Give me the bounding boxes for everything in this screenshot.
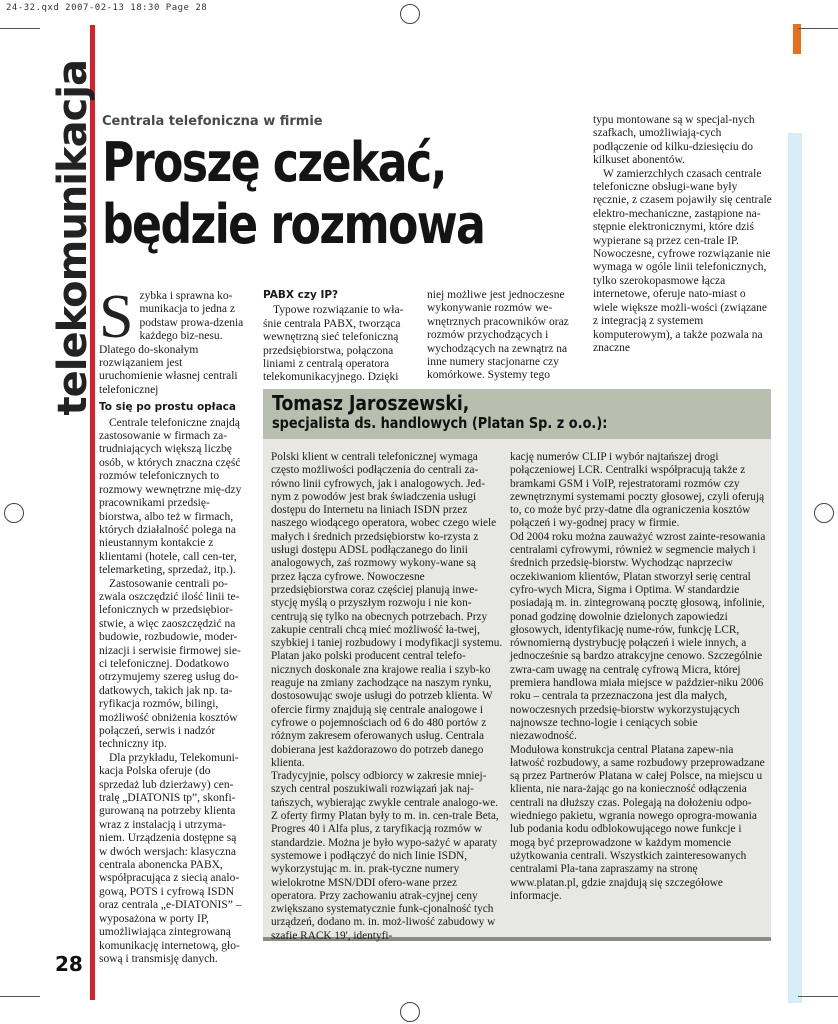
paragraph: Centrale telefoniczne znajdą zastosowanie w firmach za-trudniających większą liczbę osób, w których znaczna część rozmów telefonicznych to rozmowy wewnętrzne mię-dzy pracownikami przedsię-biorstwa, albo też w firmach, których działalność polega na nieustannym kontakcie z klientami (hotele, call cen-ter, telemarketing, sprzedaż, itp.). [99, 416, 242, 577]
crop-mark [0, 996, 40, 997]
intro-text: zybka i sprawna ko-munikacja to jedna z podstaw prowa-dzenia każdego biz-nesu. Dlatego do-skonałym rozwiązaniem jest uruchomienie własnej centrali telefonicznej [99, 290, 244, 396]
interviewee-role: specjalista ds. handlowych (Platan Sp. z o.o.): [272, 414, 608, 432]
page-number: 28 [55, 952, 83, 976]
headline-line-2: będzie rozmowa [102, 193, 485, 256]
registration-mark-icon [814, 503, 834, 523]
intro-paragraph [99, 283, 247, 397]
paragraph: kację numerów CLIP i wybór najtańszej drogi połączeniowej LCR. Centralki współpracują także z bramkami GSM i VoIP, rejestratorami rozmów czy zewnętrznymi systemami poczty głosowej, czyli oferują to, co może być przy-datne dla ograniczenia kosztów połączeń i wy-godnej pracy w firmie. [510, 451, 765, 530]
registration-mark-icon [400, 4, 420, 24]
paragraph: Modułowa konstrukcja central Platana zapew-nia łatwość rozbudowy, a same rozbudowy przeprowadzane są przez Partnerów Platana w całej Polsce, na miejscu u klienta, nie nara-żając go na konieczność odłączenia centrali na dłuższy czas. Polegają na dołożeniu odpo-wiedniego pakietu, wgrania nowego oprogra-mowania lub podania kodu odblokowującego nowe funkcje i mogą być przeprowadzone w każdym momencie użytkowania centrali. Wszystkich zainteresowanych centralami Pla-tana zapraszamy na stronę www.platan.pl, gdzie znajdują się szczegółowe informacje. [510, 743, 765, 902]
interviewee-name: Tomasz Jaroszewski, [272, 391, 470, 415]
paragraph: Zastosowanie centrali po-zwala oszczędzić ilość linii te-lefonicznych w przedsiębior-stwie, a więc zaoszczędzić na budowie, rozbudowie, moder-nizacji i serwisie firmowej sie-ci telefonicznej. Dodatkowo otrzymujemy szereg usług do-datkowych, takich jak np. ta-ryfikacja rozmów, bilingi, możliwość obniżenia kosztów połączeń, serwis i nadzór techniczny itp. [99, 577, 241, 751]
paragraph: Platan jako polski producent central telefo-nicznych doskonale zna krajowe realia i szyb-ko reaguje na zmiany zachodzące na naszym rynku, dostosowując swoje usługi do potrzeb klienta. W ofercie firmy znajdują się centrale analogowe i cyfrowe o pojemnościach od 6 do 480 portów z różnym zakresem oferowanych usług. Centrala dobierana jest każdorazowo do potrzeb danego klienta. [271, 650, 493, 769]
paragraph: W zamierzchłych czasach centrale telefoniczne obsługi-wane były ręcznie, z czasem pojawiły się centrale elektro-mechaniczne, zastąpione na-stępnie elektronicznymi, które dziś wypierane są przez cen-trale IP. Nowoczesne, cyfrowe rozwiązanie nie wymaga w ogóle linii telefonicznych, tylko szerokopasmowe łącza internetowe, oferuje nato-miast o wiele większe możli-wości (związane z integracją z systemem komputerowym), a także pozwala na znaczne [593, 167, 772, 354]
headline-line-1: Proszę czekać, [102, 131, 446, 194]
kicker: Centrala telefoniczna w firmie [102, 114, 323, 129]
article-column-1 [99, 283, 247, 966]
paragraph: typu montowane są w specjal-nych szafkach, umożliwiają-cych podłączenie od kilku-dziesięciu do kilkuset abonentów. [593, 114, 755, 167]
headline [102, 132, 487, 256]
blue-side-bar [788, 133, 802, 1003]
crop-mark [0, 28, 40, 29]
crop-mark [798, 996, 838, 997]
paragraph: Od 2004 roku można zauważyć wzrost zainte-resowania centralami cyfrowymi, również w segmencie małych i średnich przedsię-biorstw. Wychodząc naprzeciw oczekiwaniom klientów, Platan stworzył serię central cyfro-wych Micra, Sigma i Optima. W standardzie posiadają m. in. zintegrowaną pocztę głosową, infolinie, ponad godzinę dowolnie dzielonych zapowiedzi głosowych, identyfikację nume-rów, funkcję LCR, równomierną dystrybucję połączeń i wiele innych, a jednocześnie są bardzo atrakcyjne cenowo. Szczególnie zwra-cam uwagę na centralę cyfrową Micra, której premiera handlowa miała miejsce w paździer-niku 2006 roku – centrala ta przeznaczona jest dla małych, nowoczesnych przedsię-biorstw wykorzystujących najnowsze techno-logie i ceniących sobie niezawodność. [510, 530, 766, 743]
paragraph: Dla przykładu, Telekomuni-kacja Polska oferuje (do sprzedaż lub dzierżawy) cen-tralę „DIATONIS tp”, skonfi-gurowaną na potrzeby klienta wraz z instalacją i utrzyma-niem. Urządzenia dostępne są w dwóch wersjach: klasyczna centrala abonencka PABX, współpracująca z siecią analo-gową, POTS i cyfrową ISDN oraz centrala „e-DIATONIS” – wyposażona w porty IP, umożliwiająca zintegrowaną komunikację internetową, gło-sową i transmisję danych. [99, 751, 242, 965]
paragraph: Typowe rozwiązanie to wła-śnie centrala PABX, tworząca wewnętrzną sieć telefoniczną przedsiębiorstwa, połączona liniami z centralą operatora telekomunikacyjnego. Dzięki [263, 304, 404, 384]
section-label: telekomunikacja [50, 60, 96, 416]
paragraph: Tradycyjnie, polscy odbiorcy w zakresie mniej-szych central poszukiwali rozwiązań jak naj-tańszych, wybierając zwykle centrale analogo-we. Z oferty firmy Platan były to m. in. cen-trale Beta, Progres 40 i Alfa plus, z taryfikacją rozmów w standardzie. Można je było wypo-sażyć w aparaty systemowe i podłączyć do nich linie ISDN, wykorzystując m. in. prak-tyczne numery wielokrotne MSN/DDI ofero-wane przez operatora. Przy zachowaniu atrak-cyjnej ceny zwiększano systematycznie funk-cjonalność tych urządzeń, dodano m. in. moż-liwość zabudowy w szafie RACK 19', identyfi- [271, 770, 499, 942]
paragraph: niej możliwe jest jednoczesne wykonywanie rozmów we-wnętrznych pracowników oraz rozmów przychodzących i wychodzących na zewnątrz na inne numery stacjonarne czy komórkowe. Systemy tego [427, 289, 569, 382]
interview-column-right [510, 451, 766, 903]
article-column-2 [263, 289, 415, 385]
paragraph: Polski klient w centrali telefonicznej wymaga często możliwości podłączenia do centrali za-równo linii cyfrowych, jak i analogowych. Jed-nym z powodów jest brak świadczenia usługi dostępu do Internetu na liniach ISDN przez naszego wiodącego operatora, wobec czego wiele małych i średnich przedsiębiorstw ko-rzysta z usługi dostępu ADSL podłączanego do linii analogowych, zaś rozmowy wykony-wane są przez łącza cyfrowe. Nowoczesne przedsiębiorstwa coraz częściej planują inwe-stycję myślą o przyszłym rozwoju i nie kon-centrują się tylko na obecnych potrzebach. Przy zakupie centrali chcą mieć możliwość ła-twej, szybkiej i taniej rozbudowy i modyfikacji systemu. [271, 451, 503, 650]
drop-cap: S [99, 283, 134, 351]
subheading: PABX czy IP? [263, 289, 339, 301]
registration-mark-icon [400, 1002, 420, 1022]
print-slug: 24-32.qxd 2007-02-13 18:30 Page 28 [6, 3, 208, 13]
interview-column-left [271, 451, 503, 943]
subheading: To się po prostu opłaca [99, 401, 236, 414]
crop-mark [798, 28, 838, 29]
article-column-3 [427, 289, 577, 383]
article-column-4 [593, 114, 773, 355]
registration-mark-icon [4, 503, 24, 523]
